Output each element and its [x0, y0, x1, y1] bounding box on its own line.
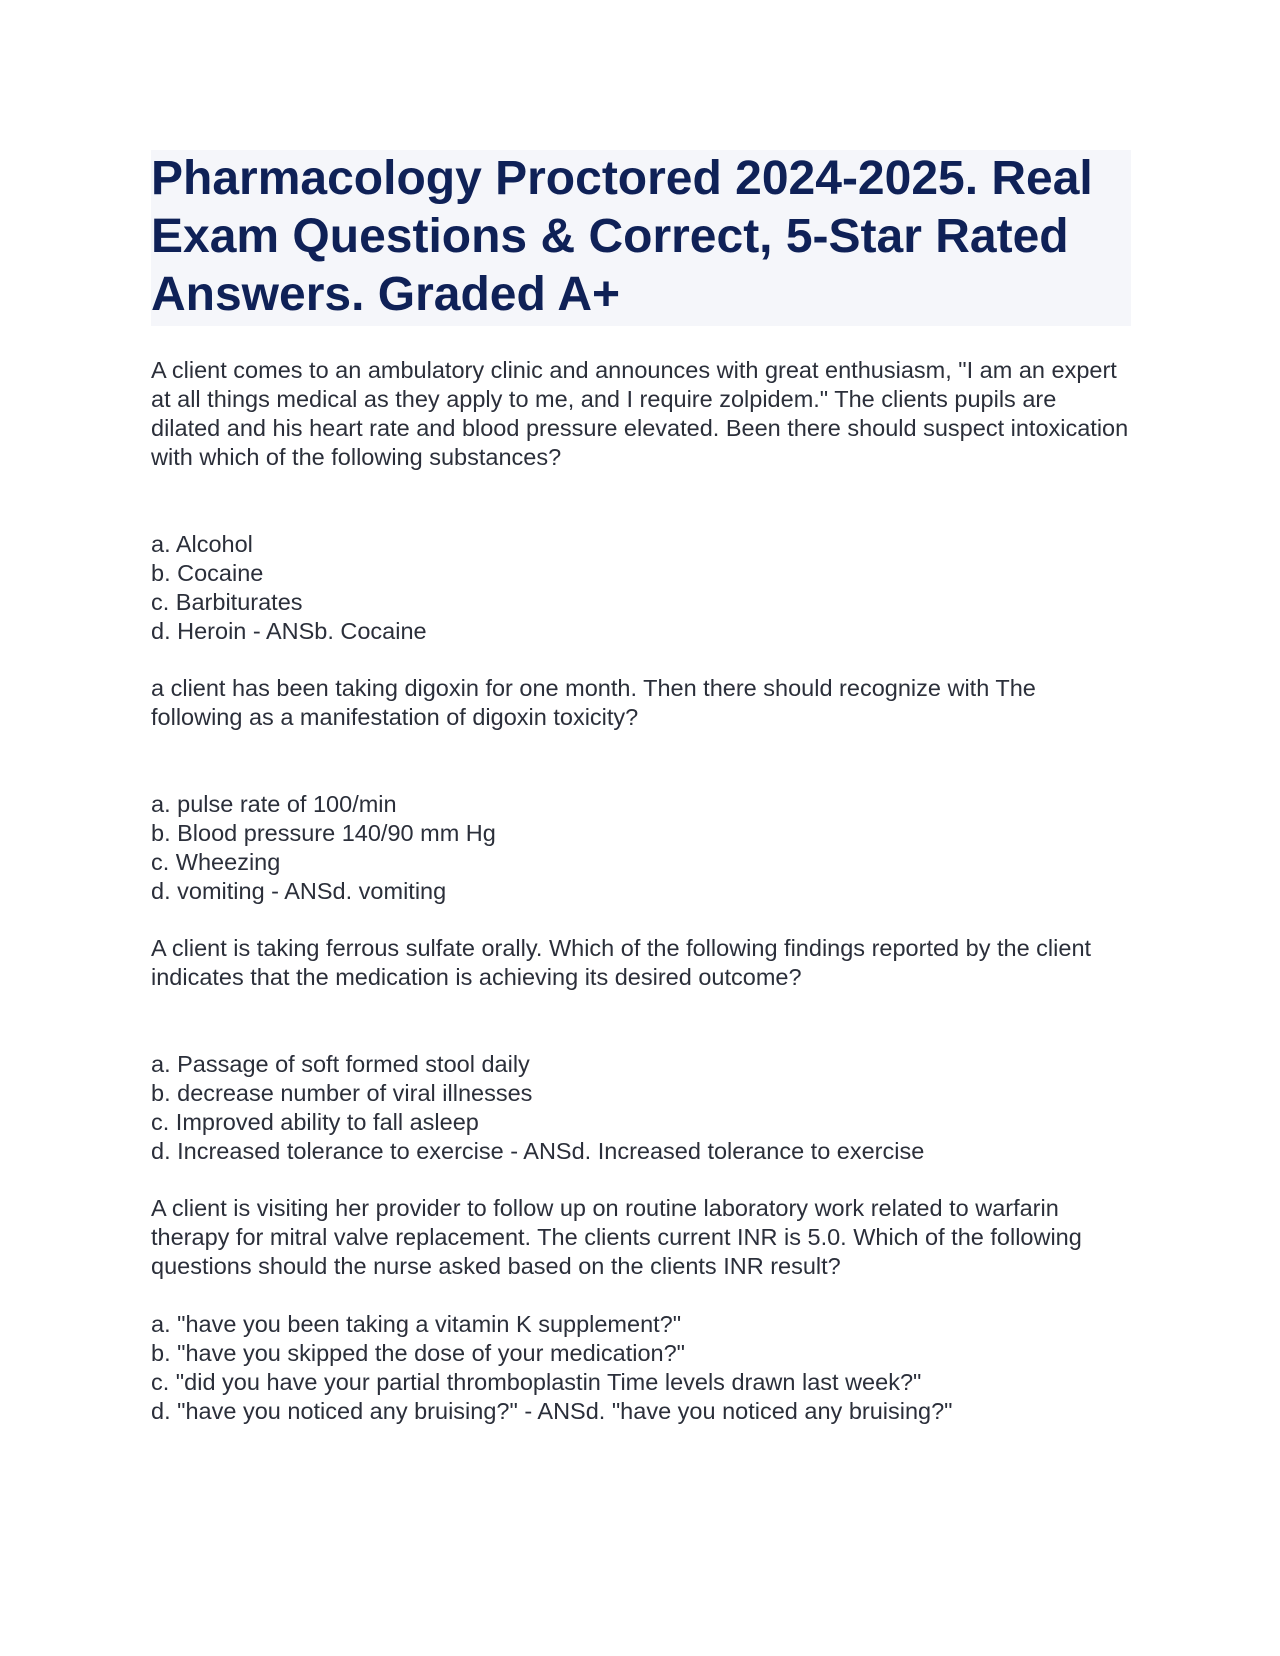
answer-option: a. Passage of soft formed stool daily	[151, 1051, 530, 1077]
answer-option-with-answer: d. vomiting - ANSd. vomiting	[151, 878, 447, 904]
answer-option: a. "have you been taking a vitamin K supplement?"	[151, 1311, 682, 1337]
question-stem: A client is visiting her provider to follow up on routine laboratory work related to warfarin therapy for mitral valve replacement. The clients current INR is 5.0. Which of the following questions should the nurse asked based on the clients INR result?	[151, 1195, 1082, 1279]
document-page	[151, 150, 1131, 1426]
question-4	[151, 1194, 1131, 1426]
question-stem: A client is taking ferrous sulfate orally. Which of the following findings reported by the client indicates that the medication is achieving its desired outcome?	[151, 935, 1092, 990]
answer-option: a. Alcohol	[151, 531, 253, 557]
answer-option: b. Blood pressure 140/90 mm Hg	[151, 820, 496, 846]
answer-options	[151, 790, 1131, 906]
question-stem: A client comes to an ambulatory clinic and announces with great enthusiasm, "I am an expert at all things medical as they apply to me, and I require zolpidem." The clients pupils are dilated and his heart rate and blood pressure elevated. Been there should suspect intoxication with which of the following substances?	[151, 357, 1129, 470]
answer-option: b. Cocaine	[151, 560, 264, 586]
answer-options	[151, 1050, 1131, 1166]
question-1	[151, 356, 1131, 646]
answer-option: a. pulse rate of 100/min	[151, 791, 397, 817]
answer-option: b. "have you skipped the dose of your medication?"	[151, 1340, 686, 1366]
question-2	[151, 674, 1131, 906]
answer-options	[151, 1310, 1131, 1426]
answer-option-with-answer: d. "have you noticed any bruising?" - ANSd. "have you noticed any bruising?"	[151, 1398, 953, 1424]
question-stem: a client has been taking digoxin for one month. Then there should recognize with The following as a manifestation of digoxin toxicity?	[151, 675, 1036, 730]
answer-option-with-answer: d. Heroin - ANSb. Cocaine	[151, 618, 427, 644]
answer-option: c. Improved ability to fall asleep	[151, 1109, 479, 1135]
question-3	[151, 934, 1131, 1166]
answer-option: c. Barbiturates	[151, 589, 303, 615]
answer-option-with-answer: d. Increased tolerance to exercise - ANSd. Increased tolerance to exercise	[151, 1138, 925, 1164]
title-banner	[151, 150, 1131, 326]
answer-option: c. "did you have your partial thromboplastin Time levels drawn last week?"	[151, 1369, 922, 1395]
document-title: Pharmacology Proctored 2024-2025. Real Exam Questions & Correct, 5-Star Rated Answers. Graded A+	[151, 152, 1093, 321]
answer-options	[151, 530, 1131, 646]
answer-option: b. decrease number of viral illnesses	[151, 1080, 533, 1106]
answer-option: c. Wheezing	[151, 849, 281, 875]
